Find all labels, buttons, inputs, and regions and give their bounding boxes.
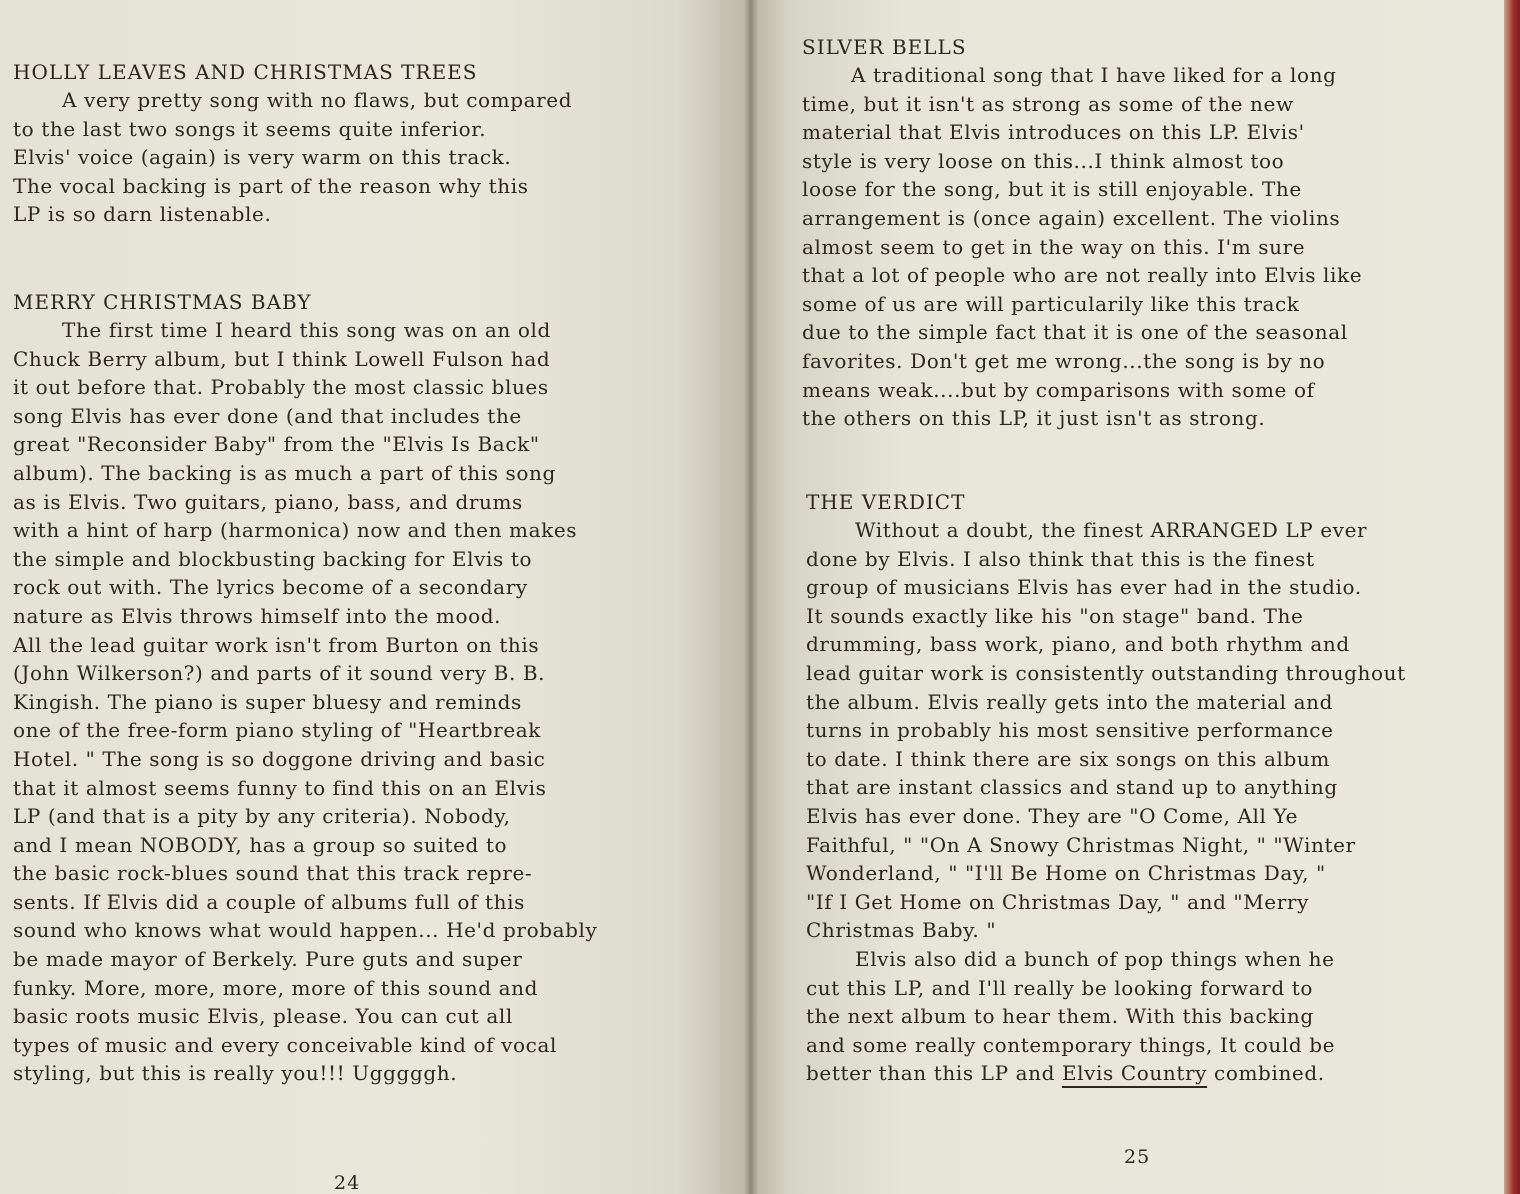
text-line: with a hint of harp (harmonica) now and then makes bbox=[13, 518, 578, 543]
text-line: done by Elvis. I also think that this is the finest bbox=[806, 546, 1315, 571]
section-heading: THE VERDICT bbox=[806, 490, 966, 514]
right-page bbox=[752, 0, 1520, 1194]
text-line: Chuck Berry album, but I think Lowell Fulson had bbox=[13, 346, 551, 371]
text-line: album). The backing is as much a part of this song bbox=[13, 460, 556, 485]
text-line: Kingish. The piano is super bluesy and reminds bbox=[13, 689, 522, 714]
text-line: cut this LP, and I'll really be looking forward to bbox=[806, 975, 1313, 1000]
text-line: one of the free-form piano styling of "Heartbreak bbox=[13, 718, 542, 743]
review-the-verdict bbox=[806, 488, 1406, 1088]
text-line: drumming, bass work, piano, and both rhythm and bbox=[806, 632, 1350, 657]
text-line: types of music and every conceivable kind of vocal bbox=[13, 1032, 558, 1057]
page-number: 25 bbox=[1124, 1146, 1151, 1168]
text-line: song Elvis has ever done (and that includes the bbox=[13, 403, 522, 428]
text-line: sents. If Elvis did a couple of albums full of this bbox=[13, 889, 525, 914]
text-line: to date. I think there are six songs on this album bbox=[806, 746, 1330, 771]
text-line bbox=[806, 1059, 1406, 1088]
book-cover-edge bbox=[1504, 0, 1520, 1194]
text-line: Hotel. " The song is so doggone driving and basic bbox=[13, 746, 546, 771]
text-line: material that Elvis introduces on this LP. Elvis' bbox=[802, 120, 1305, 145]
text-line: styling, but this is really you!!! Ugggggh. bbox=[13, 1061, 458, 1086]
text-line: great "Reconsider Baby" from the "Elvis Is Back" bbox=[13, 432, 540, 457]
book-gutter bbox=[744, 0, 758, 1194]
text-line: LP (and that is a pity by any criteria). Nobody, bbox=[13, 804, 511, 829]
text-line: favorites. Don't get me wrong...the song is by no bbox=[802, 348, 1326, 373]
text-line: "If I Get Home on Christmas Day, " and "Merry bbox=[806, 889, 1309, 914]
text-line: and some really contemporary things, It could be bbox=[806, 1032, 1336, 1057]
text-line: the others on this LP, it just isn't as strong. bbox=[802, 406, 1266, 431]
review-paragraph bbox=[13, 316, 597, 1088]
review-paragraph bbox=[802, 61, 1362, 433]
text-line: that a lot of people who are not really into Elvis like bbox=[802, 263, 1363, 288]
text-fragment: combined. bbox=[1207, 1061, 1325, 1086]
text-line: It sounds exactly like his "on stage" band. The bbox=[806, 603, 1304, 628]
text-line: and I mean NOBODY, has a group so suited to bbox=[13, 832, 508, 857]
text-line: basic roots music Elvis, please. You can cut all bbox=[13, 1004, 513, 1029]
text-line: that are instant classics and stand up to anything bbox=[806, 775, 1338, 800]
text-line: style is very loose on this...I think almost too bbox=[802, 148, 1285, 173]
text-line: nature as Elvis throws himself into the mood. bbox=[13, 603, 502, 628]
text-line: Elvis' voice (again) is very warm on this track. bbox=[13, 145, 512, 170]
text-line: arrangement is (once again) excellent. The violins bbox=[802, 205, 1341, 230]
text-line: lead guitar work is consistently outstanding throughout bbox=[806, 660, 1406, 685]
text-line: due to the simple fact that it is one of the seasonal bbox=[802, 320, 1348, 345]
text-line: rock out with. The lyrics become of a secondary bbox=[13, 575, 528, 600]
text-line: Elvis also did a bunch of pop things when he bbox=[855, 946, 1335, 971]
review-paragraph bbox=[13, 86, 572, 229]
text-line: turns in probably his most sensitive performance bbox=[806, 718, 1334, 743]
text-line: (John Wilkerson?) and parts of it sound very B. B. bbox=[13, 661, 546, 686]
text-line: group of musicians Elvis has ever had in the studio. bbox=[806, 575, 1362, 600]
page-number: 24 bbox=[334, 1172, 361, 1194]
text-line: The first time I heard this song was on an old bbox=[62, 318, 551, 342]
text-line: it out before that. Probably the most classic blues bbox=[13, 375, 549, 400]
text-line: Faithful, " "On A Snowy Christmas Night, " "Winter bbox=[806, 832, 1356, 857]
left-page bbox=[0, 0, 752, 1194]
text-line: A very pretty song with no flaws, but compared bbox=[62, 88, 573, 112]
text-line: be made mayor of Berkely. Pure guts and super bbox=[13, 947, 523, 972]
review-holly-leaves bbox=[13, 58, 572, 229]
section-heading: SILVER BELLS bbox=[802, 35, 967, 59]
text-line: Elvis has ever done. They are "O Come, All Ye bbox=[806, 803, 1298, 828]
text-line: some of us are will particularily like this track bbox=[802, 291, 1300, 316]
text-line: the album. Elvis really gets into the material and bbox=[806, 689, 1334, 714]
text-line: The vocal backing is part of the reason why this bbox=[13, 173, 529, 198]
section-heading: MERRY CHRISTMAS BABY bbox=[13, 290, 312, 314]
text-line: time, but it isn't as strong as some of the new bbox=[802, 91, 1294, 116]
text-line: LP is so darn listenable. bbox=[13, 202, 272, 227]
text-line: Christmas Baby. " bbox=[806, 918, 997, 943]
text-line: that it almost seems funny to find this on an Elvis bbox=[13, 775, 547, 800]
text-line: sound who knows what would happen... He'd probably bbox=[13, 918, 598, 943]
text-line: to the last two songs it seems quite inferior. bbox=[13, 116, 487, 141]
text-line: as is Elvis. Two guitars, piano, bass, and drums bbox=[13, 489, 523, 514]
review-paragraph bbox=[806, 516, 1406, 945]
album-title: Elvis Country bbox=[1061, 1061, 1208, 1086]
text-line: the next album to hear them. With this backing bbox=[806, 1004, 1314, 1029]
section-heading: HOLLY LEAVES AND CHRISTMAS TREES bbox=[13, 60, 478, 84]
text-line: funky. More, more, more, more of this sound and bbox=[13, 975, 539, 1000]
text-line: All the lead guitar work isn't from Burton on this bbox=[13, 632, 540, 657]
review-silver-bells bbox=[802, 33, 1362, 433]
text-fragment: better than this LP and bbox=[806, 1061, 1062, 1086]
text-line: loose for the song, but it is still enjoyable. The bbox=[802, 177, 1302, 202]
review-paragraph bbox=[806, 945, 1406, 1088]
text-line: the simple and blockbusting backing for Elvis to bbox=[13, 546, 533, 571]
text-line: A traditional song that I have liked for a long bbox=[851, 63, 1337, 87]
text-line: Wonderland, " "I'll Be Home on Christmas Day, " bbox=[806, 861, 1326, 886]
text-line: almost seem to get in the way on this. I'm sure bbox=[802, 234, 1306, 259]
text-line: means weak....but by comparisons with some of bbox=[802, 377, 1315, 402]
review-merry-christmas-baby bbox=[13, 288, 597, 1088]
text-line: Without a doubt, the finest ARRANGED LP ever bbox=[855, 518, 1368, 542]
text-line: the basic rock-blues sound that this track repre- bbox=[13, 861, 533, 886]
